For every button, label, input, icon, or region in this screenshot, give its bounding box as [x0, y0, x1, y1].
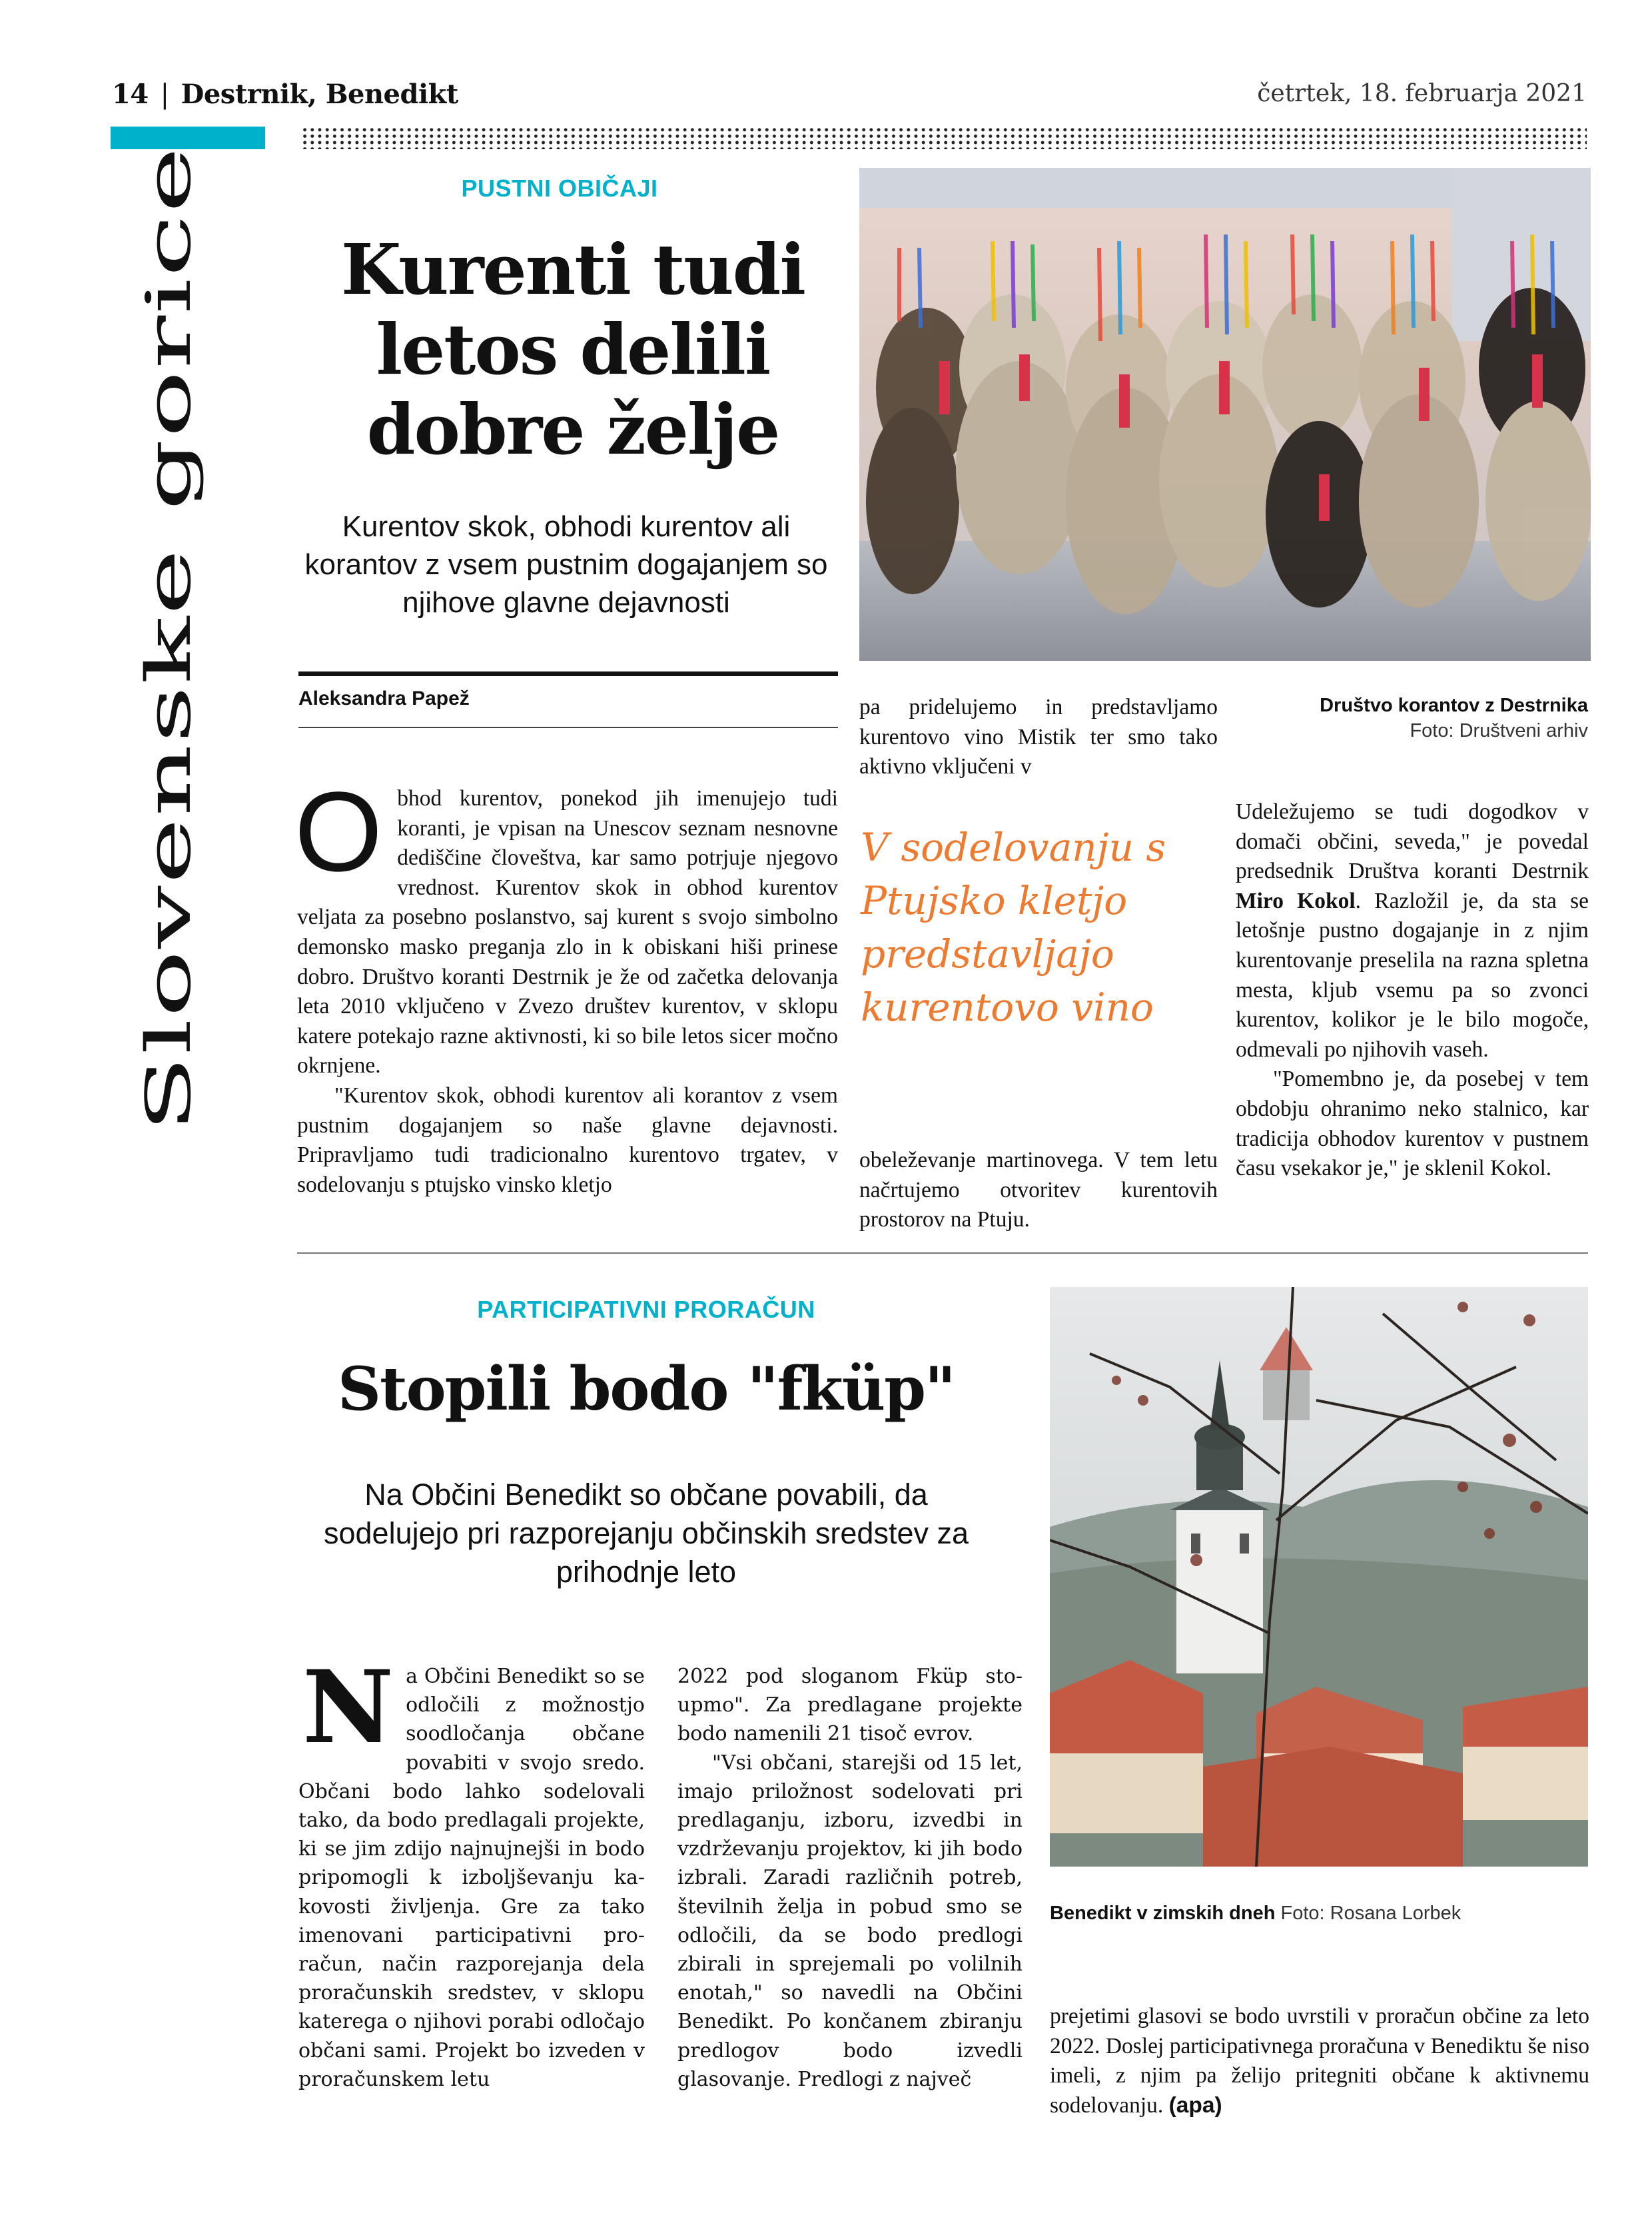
article1-rule-thick [298, 671, 838, 676]
kurenti-group-photo [859, 168, 1591, 661]
person-name: Miro Kokol [1236, 888, 1356, 913]
article1-photo-caption [1232, 693, 1588, 743]
paragraph-text: bhod kurentov, ponekod jih imenujejo tudi koranti, je vpisan na Unescov seznam nesnovne dediščine človeštva, kar samo potrjuje njegovo vrednost. Kurentov skok in obhod kurentov veljata za posebno poslanstvo, saj kurent s svojo simbolno demonsko masko preganja zlo in k obiskani hiši prinese dobro. Društvo koranti Destrnik je že od začetka delovanja leta 2010 vključeno v Zvezo društev kurentov, v sklopu katere potekajo razne aktivnosti, ki so bile letos sicer močno okrnjene. [297, 786, 838, 1079]
article1-rule-thin [298, 727, 838, 728]
article1-subheadline: Kurentov skok, obhodi kurentov ali korantov z vsem pustnim dogajanjem so njihove glavne dejavnosti [304, 510, 828, 619]
article1-column-3 [1236, 797, 1589, 1184]
article2-kicker: PARTICIPATIVNI PRORAČUN [477, 1296, 815, 1323]
issue-date: četrtek, 18. februarja 2021 [1257, 80, 1587, 107]
dropcap: O [294, 769, 383, 895]
page-header [112, 79, 458, 110]
article1-pullquote: V sodelovanju s Ptujsko kletjo predstavljajo kurentovo vino [861, 825, 1166, 1030]
article1-kicker: PUSTNI OBIČAJI [461, 175, 658, 202]
photo-illustration [859, 168, 1591, 661]
paragraph-text: obeleževanje martinovega. V tem letu načrtujemo otvoritev kurentovih prostorov na Ptuju. [859, 1148, 1218, 1232]
region-label-vertical [103, 145, 234, 1132]
article1-headline: Kurenti tudi letos delili dobre želje [341, 228, 805, 470]
photo-credit: Foto: Društveni arhiv [1410, 720, 1588, 741]
caption-title: Društvo korantov z Destrnika [1320, 695, 1588, 716]
article2-paragraph-2: 2022 pod sloganom Fküp stoupmo". Za predlagane projekte bodo namenili 21 tisoč evrov. [677, 1665, 1023, 1746]
paragraph-text: Udeležujemo se tudi dogodkov v domači občini, seveda," je povedal predsednik Društva koranti Destrnik [1236, 799, 1589, 884]
article-separator [297, 1252, 1588, 1254]
article1-column-1 [294, 769, 838, 1200]
article2-column-2 [677, 1662, 1023, 2094]
region-label-text: Slovenske gorice [133, 145, 205, 1132]
benedikt-winter-photo [1050, 1287, 1588, 1867]
article2-column-1 [298, 1649, 645, 2094]
article2-headline: Stopili bodo "fküp" [338, 1354, 955, 1424]
photo-credit: Foto: Rosana Lorbek [1280, 1903, 1461, 1924]
dropcap: N [302, 1649, 394, 1766]
photo-illustration [1050, 1287, 1588, 1867]
article2-photo-caption [1050, 1903, 1461, 1925]
page-number: 14 [112, 79, 149, 110]
article2-column-3 [1050, 2002, 1589, 2120]
article1-paragraph-1 [294, 769, 838, 1081]
caption-title: Benedikt v zimskih dneh [1050, 1903, 1276, 1924]
article1-column-2-bottom [859, 1146, 1218, 1235]
article2-paragraph-1 [298, 1649, 645, 2094]
paragraph-text: pa pridelujemo in predstavljamo kurentovo vino Mistik ter smo tako aktivno vključeni v [859, 695, 1218, 779]
article1-paragraph-4: "Pomembno je, da posebej v tem obdobju ohranimo neko stalnico, kar tradicija obhodov kurentov v pustnem času vsekakor je," je sklenil Kokol. [1236, 1067, 1589, 1181]
article2-paragraph-3: "Vsi občani, starejši od 15 let, imajo priložnost sodelovati pri predlaganju, izboru, izvedbi in vzdrževanju projektov, ki jih bodo izbrali. Zaradi različnih potreb, številnih želja in pobud smo se odločili, da se bodo predlogi zbirali in sprejemali po volilnih enotah," so navedli na Občini Benedikt. Po končanem zbiranju predlogov bodo izvedli glasovanje. Predlogi z največ [677, 1751, 1023, 2091]
article1-paragraph-2: "Kurentov skok, obhodi kurentov ali korantov z vsem pustnim dogajanjem so naše glavne dejavnosti. Pripravljamo tudi tradicionalno kurentovo trgatev, v sodelovanju s ptujsko vinsko kletjo [297, 1083, 838, 1197]
section-name: Destrnik, Benedikt [181, 79, 458, 110]
author-signature: (apa) [1168, 2092, 1222, 2118]
paragraph-text: prejetimi glasovi se bodo uvrstili v proračun občine za leto 2022. Doslej participativnega proračuna v Benediktu še niso imeli, z njim pa želijo pritegniti občane k aktivnemu sodelovanju. [1050, 2004, 1589, 2118]
paragraph-text: a Občini Benedikt so se odločili z možnostjo soodločanja občane povabiti v svojo sredo. Občani bodo lahko sodelovali tako, da bodo predlagali projekte, ki se jim zdijo najnujnejši in bodo pripomogli k izboljševanju kakovosti življenja. Gre za tako imenovani participativni proračun, način razporejanja dela proračunskih sredstev, v sklopu katerega o njihovi porabi odločajo občani sami. Projekt bo izveden v proračunskem letu [298, 1665, 645, 2091]
header-divider: | [160, 79, 169, 110]
article1-column-2-top [859, 693, 1218, 782]
paragraph-text: . Razložil je, da sta se letošnje pustno dogajanje in z njim kurentovanje preselila na razna spletna mesta, kljub vsemu pa so zvonci kurentov, kolikor je le bilo mogoče, odmevali po njihovih vaseh. [1236, 888, 1589, 1062]
article2-subheadline: Na Občini Benedikt so občane povabili, da sodelujejo pri razporejanju občinskih sredstev za prihodnje leto [323, 1478, 969, 1589]
article2-paragraph-4 [1050, 2002, 1589, 2120]
article1-byline: Aleksandra Papež [298, 687, 470, 709]
article1-paragraph-3 [1236, 797, 1589, 1065]
dotted-header-band [301, 127, 1587, 149]
